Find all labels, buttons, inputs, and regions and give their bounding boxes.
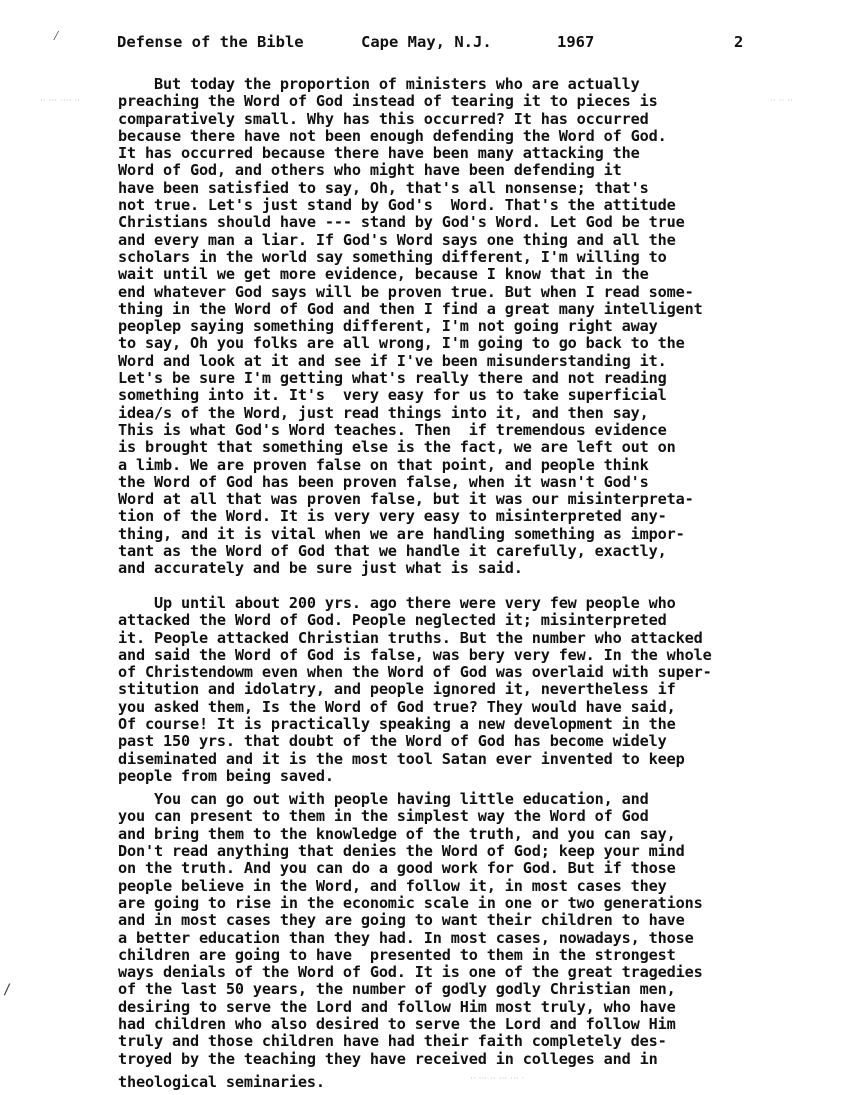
paragraph bbox=[118, 595, 798, 785]
bleed-through-decoration: ·· ·· ·· bbox=[770, 96, 793, 106]
text-line: diseminated and it is the most tool Satan ever invented to keep bbox=[118, 749, 685, 768]
text-line: scholars in the world say something different, I'm willing to bbox=[118, 247, 667, 266]
bleed-through-decoration: ·· ··· ·· ··· ··· · bbox=[470, 1074, 525, 1084]
text-line: Word of God, and others who might have been defending it bbox=[118, 161, 622, 180]
text-line: Of course! It is practically speaking a new development in the bbox=[118, 714, 676, 733]
header-location bbox=[361, 33, 594, 51]
text-line: have been satisfied to say, Oh, that's all nonsense; that's bbox=[118, 178, 649, 197]
text-line: of Christendowm even when the Word of God was overlaid with super- bbox=[118, 663, 712, 682]
text-line: ways denials of the Word of God. It is one of the great tragedies bbox=[118, 963, 703, 982]
text-line: a limb. We are proven false on that point, and people think bbox=[118, 455, 649, 474]
text-line: idea/s of the Word, just read things into it, and then say, bbox=[118, 403, 649, 422]
text-line: past 150 yrs. that doubt of the Word of God has become widely bbox=[118, 732, 667, 751]
text-line: comparatively small. Why has this occurred? It has occurred bbox=[118, 109, 649, 128]
text-line: preaching the Word of God instead of tearing it to pieces is bbox=[118, 92, 658, 111]
text-line: truly and those children have had their faith completely des- bbox=[118, 1032, 667, 1051]
text-line: wait until we get more evidence, because I know that in the bbox=[118, 265, 649, 284]
text-line: stitution and idolatry, and people ignored it, nevertheless if bbox=[118, 680, 676, 699]
header-location-text: Cape May, N.J. bbox=[361, 33, 492, 51]
text-line: peoplep saying something different, I'm not going right away bbox=[118, 317, 658, 336]
body-text bbox=[118, 76, 798, 1091]
final-line: theological seminaries. bbox=[118, 1072, 325, 1091]
text-line: Word at all that was proven false, but it was our misinterpreta- bbox=[118, 490, 694, 509]
paragraph-gap bbox=[118, 578, 798, 595]
text-line: is brought that something else is the fact, we are left out on bbox=[118, 438, 676, 457]
text-line: you asked them, Is the Word of God true? They would have said, bbox=[118, 697, 676, 716]
page-header bbox=[117, 33, 757, 55]
paragraph bbox=[118, 76, 798, 578]
text-line: Christians should have --- stand by God's Word. Let God be true bbox=[118, 213, 685, 232]
paragraphs-container bbox=[118, 76, 798, 1068]
text-line: it. People attacked Christian truths. But the number who attacked bbox=[118, 628, 703, 647]
text-line: But today the proportion of ministers who are actually bbox=[118, 75, 640, 93]
text-line: on the truth. And you can do a good work for God. But if those bbox=[118, 859, 676, 878]
text-line: are going to rise in the economic scale in one or two generations bbox=[118, 893, 703, 912]
text-line: Let's be sure I'm getting what's really there and not reading bbox=[118, 369, 667, 388]
text-line: and accurately and be sure just what is said. bbox=[118, 559, 523, 578]
paragraph bbox=[118, 791, 798, 1068]
text-line: people believe in the Word, and follow it, in most cases they bbox=[118, 876, 667, 895]
text-line: Don't read anything that denies the Word of God; keep your mind bbox=[118, 842, 685, 861]
text-line: the Word of God has been proven false, when it wasn't God's bbox=[118, 472, 649, 491]
text-line: It has occurred because there have been many attacking the bbox=[118, 144, 640, 163]
text-line: children are going to have presented to them in the strongest bbox=[118, 945, 676, 964]
text-line: Word and look at it and see if I've been misunderstanding it. bbox=[118, 351, 667, 370]
text-line: thing in the Word of God and then I find a great many intelligent bbox=[118, 299, 703, 318]
stray-mark: ⁄ bbox=[52, 28, 61, 44]
text-line: a better education than they had. In most cases, nowadays, those bbox=[118, 928, 694, 947]
page-number: 2 bbox=[734, 33, 744, 51]
text-line: end whatever God says will be proven true. But when I read some- bbox=[118, 282, 694, 301]
text-line: attacked the Word of God. People neglected it; misinterpreted bbox=[118, 611, 667, 630]
text-line: This is what God's Word teaches. Then if tremendous evidence bbox=[118, 420, 667, 439]
text-line: and every man a liar. If God's Word says one thing and all the bbox=[118, 230, 676, 249]
text-line: you can present to them in the simplest way the Word of God bbox=[118, 807, 649, 826]
header-title: Defense of the Bible bbox=[117, 33, 304, 51]
stray-mark: / bbox=[3, 982, 12, 998]
text-line: to say, Oh you folks are all wrong, I'm going to go back to the bbox=[118, 334, 685, 353]
text-line: Up until about 200 yrs. ago there were very few people who bbox=[118, 593, 676, 612]
text-line: people from being saved. bbox=[118, 766, 334, 785]
text-line: tion of the Word. It is very very easy to misinterpreted any- bbox=[118, 507, 667, 526]
text-line: something into it. It's very easy for us to take superficial bbox=[118, 386, 667, 405]
text-line: of the last 50 years, the number of godly godly Christian men, bbox=[118, 980, 676, 999]
header-year: 1967 bbox=[556, 33, 595, 51]
bleed-through-decoration: ·· ··· ···· ·· bbox=[40, 96, 81, 106]
text-line: troyed by the teaching they have received in colleges and in bbox=[118, 1049, 658, 1068]
text-line: and bring them to the knowledge of the truth, and you can say, bbox=[118, 824, 676, 843]
text-line: and said the Word of God is false, was bery very few. In the whole bbox=[118, 645, 712, 664]
text-line: thing, and it is vital when we are handling something as impor- bbox=[118, 524, 685, 543]
text-line: You can go out with people having little education, and bbox=[118, 790, 649, 809]
text-line: desiring to serve the Lord and follow Him most truly, who have bbox=[118, 997, 676, 1016]
text-line: not true. Let's just stand by God's Word. That's the attitude bbox=[118, 196, 676, 215]
text-line: and in most cases they are going to want their children to have bbox=[118, 911, 685, 930]
text-line: had children who also desired to serve the Lord and follow Him bbox=[118, 1015, 676, 1034]
text-line: because there have not been enough defending the Word of God. bbox=[118, 126, 667, 145]
text-line: tant as the Word of God that we handle it carefully, exactly, bbox=[118, 542, 667, 561]
